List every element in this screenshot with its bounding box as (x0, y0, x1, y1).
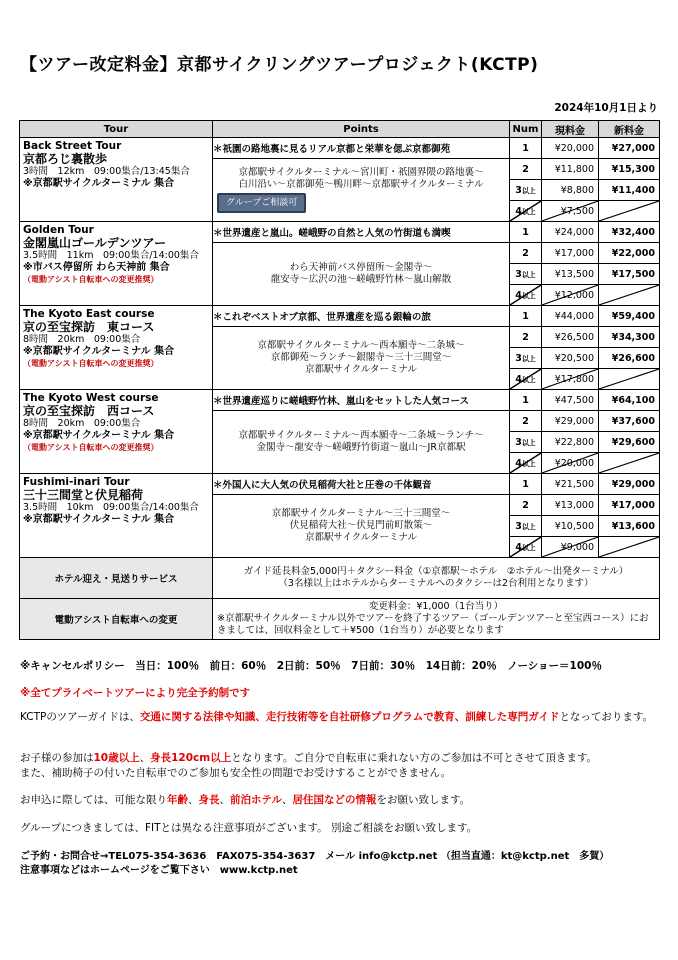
num-value: 4 (515, 457, 522, 469)
new-price (599, 243, 660, 264)
effective-date: 2024年10月1日より (554, 102, 658, 114)
current-price-value: ¥13,000 (554, 499, 594, 511)
child-age: 10歳以上 (93, 752, 140, 764)
new-price-value: ¥59,400 (611, 310, 655, 322)
route-line: 京都駅サイクルターミナル～西本願寺～二条城～ (257, 340, 465, 351)
contact-line: ご予約・お問合せ→TEL075-354-3636 FAX075-354-3637 メール info@kctp.net （担当直通：kt@kctp.net 多賀） (20, 851, 610, 862)
current-price-value: ¥44,000 (554, 310, 594, 322)
num-people (510, 222, 542, 243)
num-suffix: 以上 (521, 459, 536, 468)
route-line: 龍安寺～広沢の池～嵯峨野竹林～嵐山解散 (270, 274, 452, 285)
current-price-value: ¥11,800 (554, 163, 594, 175)
strike-line (599, 453, 659, 473)
strike-line (510, 201, 541, 221)
tour-name-en: The Kyoto West course (23, 392, 159, 404)
current-price (542, 453, 599, 474)
meeting-point: ※市バス停留所 わら天神前 集合 (23, 262, 170, 273)
strike-line (599, 285, 659, 305)
tour-name-en: Back Street Tour (23, 140, 122, 152)
tour-duration: 8時間 20km 09:00集合 (23, 334, 141, 345)
current-price-value: ¥24,000 (554, 226, 594, 238)
current-price-value: ¥17,800 (554, 373, 594, 385)
num-value: 2 (522, 415, 529, 427)
guide-paragraph (20, 710, 660, 725)
header-num: Num (510, 121, 542, 138)
strike-line (599, 537, 659, 557)
tour-info (20, 306, 213, 390)
route-line: 伏見稲荷大社～伏見門前町散策～ (289, 520, 433, 531)
num-value: 3 (515, 520, 522, 532)
strike-line (510, 537, 541, 557)
service-row (20, 558, 660, 599)
service-line: ※京都駅サイクルターミナル以外でツアーを終了するツアー（ゴールデンツアーと至宝西コース）におきましては、回収料金として＋¥500（1台当り）が必要となります (217, 613, 649, 636)
current-price-value: ¥13,500 (554, 268, 594, 280)
num-value: 2 (522, 163, 529, 175)
current-price-value: ¥22,800 (554, 436, 594, 448)
tour-name-jp: 京の至宝探訪 西コース (23, 404, 155, 418)
tour-headline: ＊世界遺産巡りに嵯峨野竹林、嵐山をセットした人気コース (213, 390, 510, 411)
strike-line (542, 537, 598, 557)
meeting-point: ※京都駅サイクルターミナル 集合 (23, 346, 175, 357)
apply-age: 年齢 (167, 794, 188, 806)
contact-block (20, 850, 609, 878)
guide-text-c: となっております。 (559, 711, 654, 723)
service-line: 変更料金：¥1,000（1台当り） (368, 601, 504, 612)
new-price-value: ¥29,600 (611, 436, 655, 448)
apply-text-a: お申込に際しては、可能な限り (20, 794, 167, 806)
route-line: 白川沿い～京都御苑～鴨川畔～京都駅サイクルターミナル (238, 179, 484, 190)
child-text-a: お子様の参加は (20, 752, 94, 764)
current-price-value: ¥12,000 (554, 289, 594, 301)
num-value: 1 (522, 142, 529, 154)
tour-headline: ＊外国人に大人気の伏見稲荷大社と圧巻の千体観音 (213, 474, 510, 495)
strike-line (510, 369, 541, 389)
child-height: 身長120cm以上 (150, 752, 232, 764)
route-line: 金閣寺～龍安寺～嵯峨野竹街道～嵐山～JR京都駅 (256, 442, 466, 453)
tour-route (213, 243, 510, 306)
current-price-value: ¥20,000 (554, 457, 594, 469)
new-price (599, 474, 660, 495)
tour-name-jp: 金閣嵐山ゴールデンツアー (23, 236, 167, 250)
new-price-value: ¥26,600 (611, 352, 655, 364)
strike-line (542, 285, 598, 305)
price-row (20, 474, 660, 495)
current-price (542, 348, 599, 369)
current-price (542, 495, 599, 516)
apply-text-i: をお願い致します。 (376, 794, 471, 806)
tour-headline: ＊世界遺産と嵐山。嵯峨野の自然と人気の竹街道も満喫 (213, 222, 510, 243)
new-price (599, 180, 660, 201)
new-price (599, 432, 660, 453)
strike-line (510, 453, 541, 473)
apply-country: 居住国などの情報 (292, 794, 377, 806)
num-value: 2 (522, 247, 529, 259)
meeting-point: ※京都駅サイクルターミナル 集合 (23, 514, 175, 525)
meeting-point: ※京都駅サイクルターミナル 集合 (23, 178, 175, 189)
num-suffix: 以上 (521, 375, 536, 384)
num-value: 3 (515, 268, 522, 280)
new-price-value: ¥15,300 (611, 163, 655, 175)
current-price-value: ¥10,500 (554, 520, 594, 532)
new-price (599, 411, 660, 432)
num-suffix: 以上 (521, 291, 536, 300)
num-people (510, 264, 542, 285)
current-price (542, 411, 599, 432)
strike-line (542, 369, 598, 389)
num-people (510, 474, 542, 495)
current-price (542, 285, 599, 306)
tour-duration: 3.5時間 10km 09:00集合/14:00集合 (23, 502, 199, 513)
child-paragraph (20, 751, 660, 781)
route-line: 京都駅サイクルターミナル～宮川町・祇園界隈の路地裏～ (238, 167, 484, 178)
tour-headline: ＊祇園の路地裏に見るリアル京都と栄華を偲ぶ京都御苑 (213, 138, 510, 159)
current-price-value: ¥47,500 (554, 394, 594, 406)
new-price (599, 537, 660, 558)
child-text-e: となります。ご自分で自転車に乗れない方のご参加は不可とさせて頂きます。 (231, 752, 598, 764)
header-current-price: 現料金 (542, 121, 599, 138)
current-price (542, 390, 599, 411)
current-price (542, 537, 599, 558)
current-price (542, 243, 599, 264)
num-people (510, 453, 542, 474)
num-people (510, 516, 542, 537)
num-people (510, 243, 542, 264)
tour-name-en: Fushimi-inari Tour (23, 476, 130, 488)
num-suffix: 以上 (521, 270, 536, 279)
num-people (510, 369, 542, 390)
num-people (510, 537, 542, 558)
current-price (542, 306, 599, 327)
num-suffix: 以上 (521, 354, 536, 363)
new-price-value: ¥32,400 (611, 226, 655, 238)
current-price-value: ¥9,000 (560, 541, 594, 553)
new-price-value: ¥34,300 (611, 331, 655, 343)
num-value: 4 (515, 373, 522, 385)
current-price-value: ¥7,500 (560, 205, 594, 217)
num-suffix: 以上 (521, 543, 536, 552)
private-tour-note: ※全てプライベートツアーにより完全予約制です (20, 687, 251, 699)
new-price (599, 201, 660, 222)
apply-text-e: 、 (219, 794, 230, 806)
group-paragraph: グループにつきましては、FITとは異なる注意事項がございます。 別途ご相談をお願い致します。 (20, 822, 478, 834)
apply-hotel: 前泊ホテル (230, 794, 282, 806)
strike-line (542, 453, 598, 473)
current-price-value: ¥17,000 (554, 247, 594, 259)
num-people (510, 201, 542, 222)
num-value: 3 (515, 436, 522, 448)
num-value: 4 (515, 289, 522, 301)
route-line: 京都駅サイクルターミナル～三十三間堂～ (271, 508, 451, 519)
service-description (213, 558, 660, 599)
num-value: 4 (515, 205, 522, 217)
apply-text-c: 、 (188, 794, 199, 806)
new-price (599, 495, 660, 516)
num-suffix: 以上 (521, 207, 536, 216)
service-row (20, 599, 660, 640)
child-text-c: 、 (139, 752, 151, 764)
num-value: 1 (522, 310, 529, 322)
current-price-value: ¥20,500 (554, 352, 594, 364)
current-price (542, 201, 599, 222)
new-price (599, 327, 660, 348)
new-price (599, 306, 660, 327)
current-price (542, 159, 599, 180)
guide-text-a: KCTPのツアーガイドは、 (20, 711, 140, 723)
current-price (542, 180, 599, 201)
service-line: （3名様以上はホテルからターミナルへのタクシーは2台利用となります） (278, 578, 594, 589)
tour-name-en: Golden Tour (23, 224, 94, 236)
header-tour: Tour (20, 121, 213, 138)
num-people (510, 390, 542, 411)
tour-name-jp: 京の至宝探訪 東コース (23, 320, 155, 334)
new-price-value: ¥64,100 (611, 394, 655, 406)
route-line: 京都駅サイクルターミナル～西本願寺～二条城～ランチ～ (238, 430, 484, 441)
new-price (599, 516, 660, 537)
num-people (510, 138, 542, 159)
price-row (20, 306, 660, 327)
price-table (19, 120, 660, 640)
current-price-value: ¥8,800 (560, 184, 594, 196)
route-line: 京都御苑～ランチ～銀閣寺～三十三間堂～ (270, 352, 452, 363)
current-price-value: ¥20,000 (554, 142, 594, 154)
current-price (542, 327, 599, 348)
service-label: ホテル迎え・見送りサービス (20, 558, 213, 599)
num-people (510, 432, 542, 453)
new-price-value: ¥13,600 (611, 520, 655, 532)
current-price-value: ¥26,500 (554, 331, 594, 343)
tour-route (213, 411, 510, 474)
current-price (542, 432, 599, 453)
new-price (599, 264, 660, 285)
tour-headline: ＊これぞベストオブ京都、世界遺産を巡る銀輪の旅 (213, 306, 510, 327)
route-line: 京都駅サイクルターミナル (304, 364, 417, 375)
num-suffix: 以上 (521, 186, 536, 195)
new-price (599, 159, 660, 180)
tour-name-jp: 京都ろじ裏散歩 (23, 152, 108, 166)
group-consult-button[interactable]: グループご相談可 (217, 193, 306, 213)
meeting-point: ※京都駅サイクルターミナル 集合 (23, 430, 175, 441)
strike-line (599, 201, 659, 221)
num-value: 3 (515, 352, 522, 364)
num-people (510, 348, 542, 369)
current-price (542, 474, 599, 495)
ebike-recommend-note: （電動アシスト自転車への変更推奨） (23, 359, 159, 368)
num-value: 3 (515, 184, 522, 196)
current-price (542, 264, 599, 285)
price-row (20, 138, 660, 159)
current-price (542, 138, 599, 159)
current-price-value: ¥29,000 (554, 415, 594, 427)
current-price-value: ¥21,500 (554, 478, 594, 490)
new-price (599, 348, 660, 369)
table-header-row (20, 121, 660, 138)
new-price-value: ¥11,400 (611, 184, 655, 196)
cancel-policy: ※キャンセルポリシー 当日：100％ 前日：60％ 2日前：50％ 7日前：30％ 14日前：20％ ノーショー＝100％ (20, 660, 602, 672)
route-line: 京都駅サイクルターミナル (304, 532, 417, 543)
header-points: Points (213, 121, 510, 138)
num-people (510, 180, 542, 201)
apply-text-g: 、 (281, 794, 293, 806)
strike-line (510, 285, 541, 305)
guide-text-b: 交通に関する法律や知識、走行技術等を自社研修プログラムで教育、訓練した専門ガイド (139, 711, 560, 723)
num-people (510, 327, 542, 348)
page-title: 【ツアー改定料金】京都サイクリングツアープロジェクト(KCTP) (20, 55, 539, 75)
service-description (213, 599, 660, 640)
price-row (20, 390, 660, 411)
current-price (542, 222, 599, 243)
ebike-recommend-note: （電動アシスト自転車への変更推奨） (23, 275, 159, 284)
new-price-value: ¥29,000 (611, 478, 655, 490)
apply-height: 身長 (198, 794, 220, 806)
num-value: 1 (522, 478, 529, 490)
tour-route (213, 327, 510, 390)
new-price-value: ¥17,000 (611, 499, 655, 511)
tour-info (20, 474, 213, 558)
tour-duration: 8時間 20km 09:00集合 (23, 418, 141, 429)
service-line: ガイド延長料金5,000円＋タクシー料金（①京都駅～ホテル ②ホテル～出発ターミナル） (243, 566, 629, 577)
num-people (510, 285, 542, 306)
tour-duration: 3.5時間 11km 09:00集合/14:00集合 (23, 250, 199, 261)
current-price (542, 516, 599, 537)
price-row (20, 222, 660, 243)
strike-line (542, 201, 598, 221)
current-price (542, 369, 599, 390)
new-price-value: ¥37,600 (611, 415, 655, 427)
service-label: 電動アシスト自転車への変更 (20, 599, 213, 640)
tour-route (213, 159, 510, 222)
new-price (599, 390, 660, 411)
num-value: 2 (522, 499, 529, 511)
apply-paragraph (20, 793, 660, 808)
tour-name-jp: 三十三間堂と伏見稲荷 (23, 488, 144, 502)
num-people (510, 306, 542, 327)
num-people (510, 495, 542, 516)
num-value: 2 (522, 331, 529, 343)
header-new-price: 新料金 (599, 121, 660, 138)
tour-name-en: The Kyoto East course (23, 308, 155, 320)
new-price (599, 138, 660, 159)
ebike-recommend-note: （電動アシスト自転車への変更推奨） (23, 443, 159, 452)
tour-duration: 3時間 12km 09:00集合/13:45集合 (23, 166, 190, 177)
new-price-value: ¥27,000 (611, 142, 655, 154)
new-price-value: ¥22,000 (611, 247, 655, 259)
new-price (599, 369, 660, 390)
tour-info (20, 138, 213, 222)
tour-route (213, 495, 510, 558)
num-value: 1 (522, 394, 529, 406)
website-line: 注意事項などはホームページをご覧下さい www.kctp.net (20, 865, 298, 876)
new-price-value: ¥17,500 (611, 268, 655, 280)
num-value: 1 (522, 226, 529, 238)
num-suffix: 以上 (521, 438, 536, 447)
tour-info (20, 390, 213, 474)
route-line: わら天神前バス停留所～金閣寺～ (289, 262, 433, 273)
strike-line (599, 369, 659, 389)
new-price (599, 453, 660, 474)
new-price (599, 222, 660, 243)
new-price (599, 285, 660, 306)
child-text-f: また、補助椅子の付いた自転車でのご参加も安全性の問題でお受けすることができません。 (20, 767, 452, 779)
num-people (510, 411, 542, 432)
num-suffix: 以上 (521, 522, 536, 531)
tour-info (20, 222, 213, 306)
num-value: 4 (515, 541, 522, 553)
num-people (510, 159, 542, 180)
